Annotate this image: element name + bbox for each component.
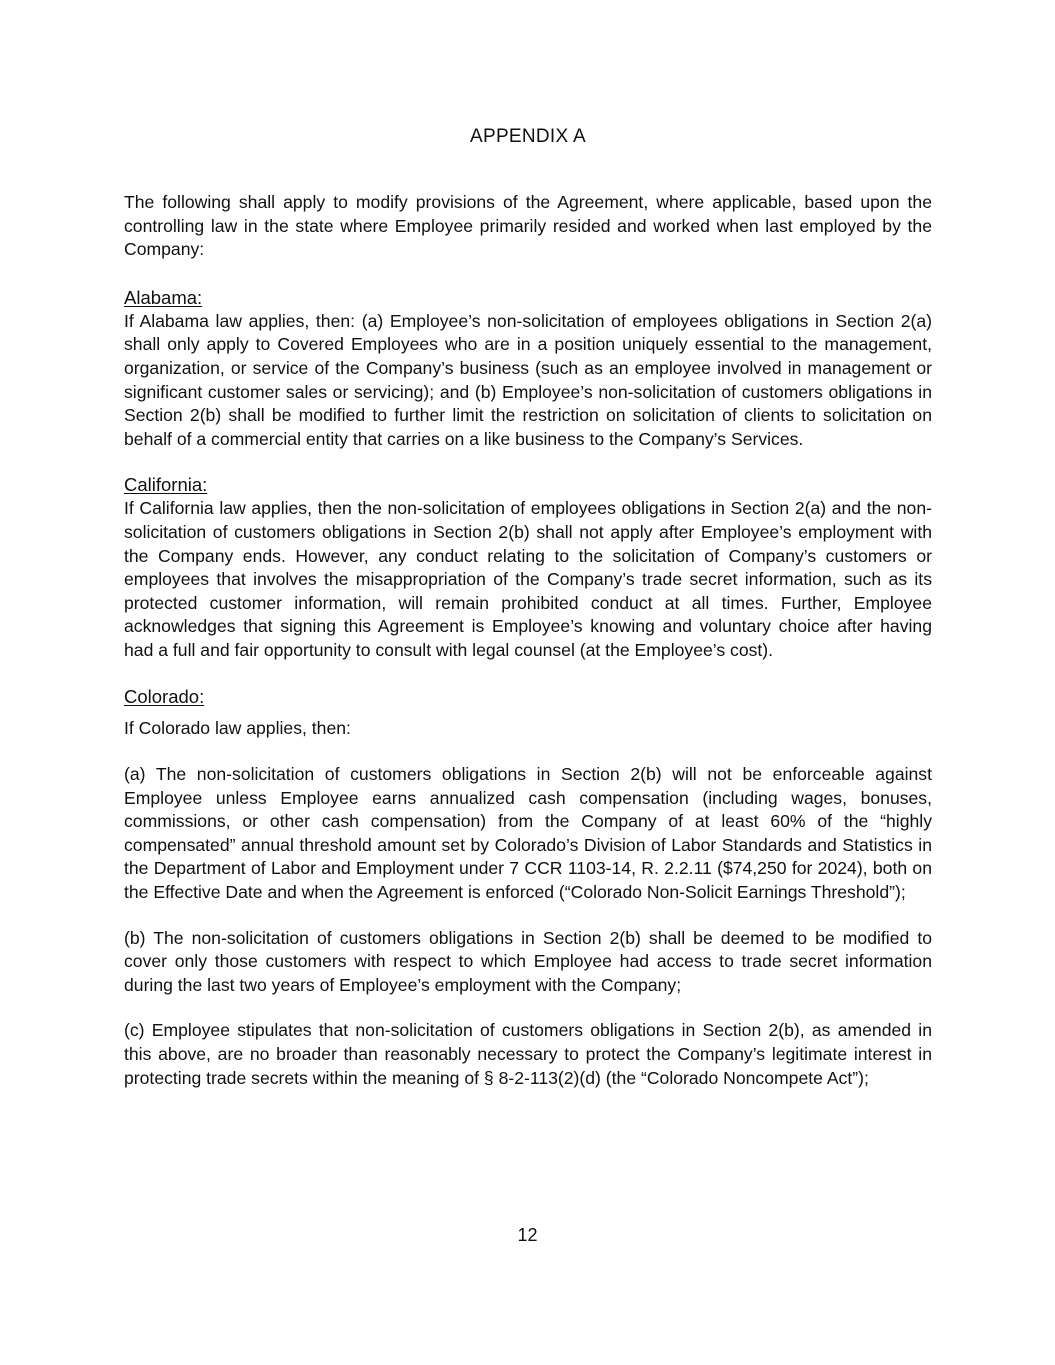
alabama-heading: Alabama: — [124, 286, 203, 308]
colorado-item-b: (b) The non-solicitation of customers obligations in Section 2(b) shall be deemed to be modified to cover only those customers with respect to which Employee had access to trade secret information during the last two years of Employee’s employment with the Company; — [124, 927, 932, 995]
page-number: 12 — [517, 1225, 538, 1245]
california-section — [124, 473, 932, 662]
colorado-item-c: (c) Employee stipulates that non-solicitation of customers obligations in Section 2(b), as amended in this above, are no broader than reasonably necessary to protect the Company’s legitimate interest in protecting trade secrets within the meaning of § 8-2-113(2)(d) (the “Colorado Noncompete Act”); — [124, 1020, 932, 1088]
california-heading: California: — [124, 474, 208, 496]
alabama-section — [124, 286, 932, 452]
california-paragraph: If California law applies, then the non-solicitation of employees obligations in Section 2(a) and the non-solicitation of customers obligations in Section 2(b) shall not apply after Employee’s employment with the Company ends. However, any conduct relating to the solicitation of Company’s customers or employees that involves the misappropriation of the Company’s trade secret information, such as its protected customer information, will remain prohibited conduct at all times. Further, Employee acknowledges that signing this Agreement is Employee’s knowing and voluntary choice after having had a full and fair opportunity to consult with legal counsel (at the Employee’s cost). — [124, 498, 932, 660]
colorado-lead: If Colorado law applies, then: — [124, 717, 351, 738]
colorado-section — [124, 685, 932, 1091]
intro-paragraph: The following shall apply to modify provisions of the Agreement, where applicable, based upon the controlling law in the state where Employee primarily resided and worked when last employed by the Company: — [124, 192, 932, 260]
colorado-heading: Colorado: — [124, 685, 205, 707]
colorado-item-a: (a) The non-solicitation of customers obligations in Section 2(b) will not be enforceable against Employee unless Employee earns annualized cash compensation (including wages, bonuses, commissions, or other cash compensation) from the Company of at least 60% of the “highly compensated” annual threshold amount set by Colorado’s Division of Labor Standards and Statistics in the Department of Labor and Employment under 7 CCR 1103-14, R. 2.2.11 ($74,250 for 2024), both on the Effective Date and when the Agreement is enforced (“Colorado Non-Solicit Earnings Threshold”); — [124, 764, 932, 903]
page-title: APPENDIX A — [470, 126, 586, 147]
document-page — [124, 126, 932, 1090]
alabama-paragraph: If Alabama law applies, then: (a) Employee’s non-solicitation of employees obligations in Section 2(a) shall only apply to Covered Employees who are in a position uniquely essential to the management, organization, or service of the Company’s business (such as an employee involved in management or significant customer sales or servicing); and (b) Employee’s non-solicitation of customers obligations in Section 2(b) shall be modified to further limit the restriction on solicitation of clients to solicitation on behalf of a commercial entity that carries on a like business to the Company’s Services. — [124, 310, 932, 449]
